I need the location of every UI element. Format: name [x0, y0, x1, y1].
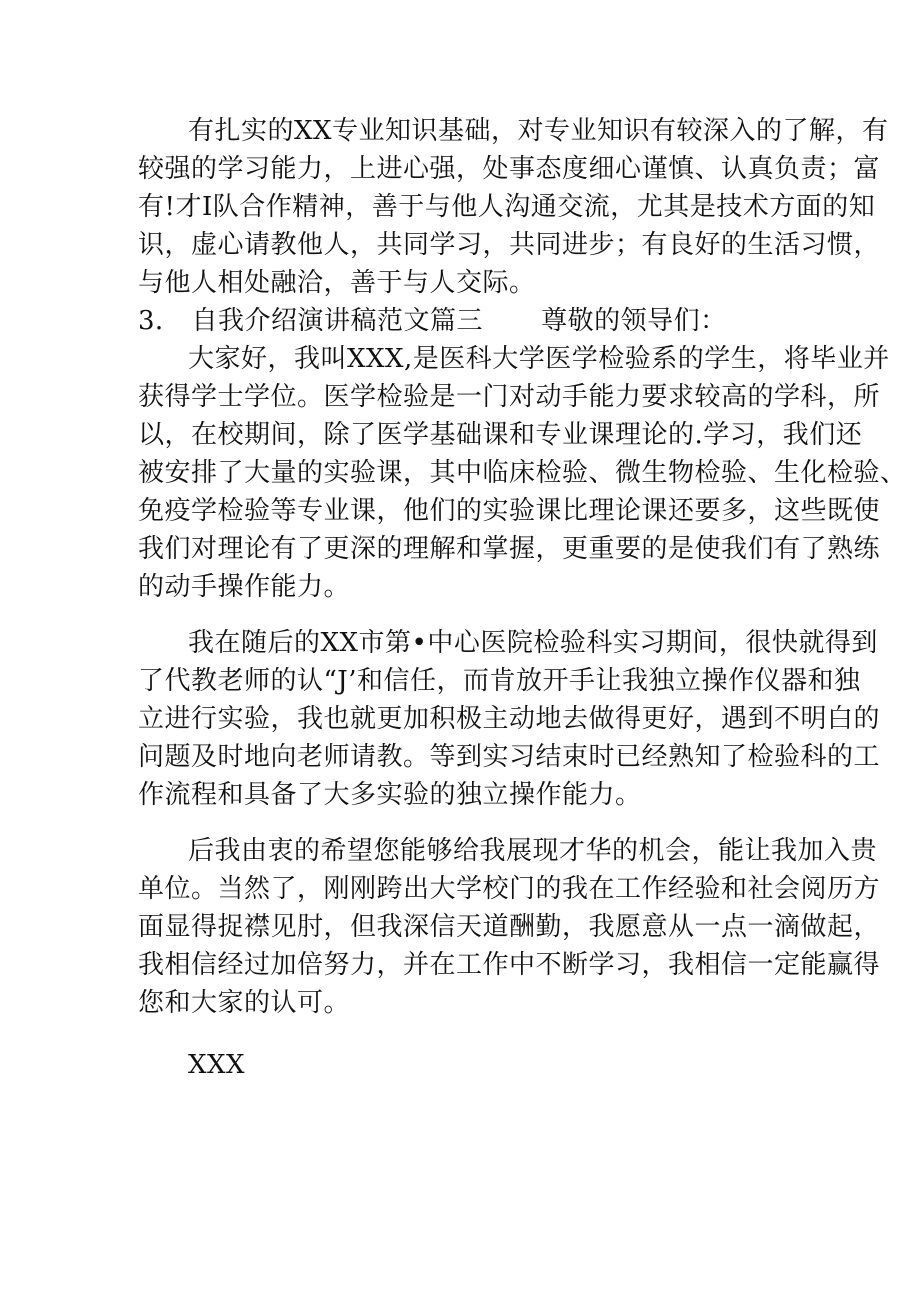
paragraph-line: 我们对理论有了更深的理解和掌握，更重要的是使我们有了熟练	[138, 534, 881, 564]
paragraph-line: 较强的学习能力，上进心强，处事态度细心谨慎、认真负责；富	[138, 154, 881, 184]
paragraph-line: 识，虚心请教他人，共同学习，共同进步；有良好的生活习惯，	[138, 230, 881, 260]
paragraph-line: 被安排了大量的实验课，其中临床检验、微生物检验、生化检验、	[138, 458, 907, 488]
section-number: 3．	[138, 306, 182, 336]
section-title: 自我介绍演讲稿范文篇三	[191, 306, 484, 336]
paragraph-line: 立进行实验，我也就更加积极主动地去做得更好，遇到不明白的	[138, 704, 881, 734]
paragraph-line: 免疫学检验等专业课，他们的实验课比理论课还要多，这些既使	[138, 496, 881, 526]
paragraph-line: 问题及时地向老师请教。等到实习结束时已经熟知了检验科的工	[138, 742, 881, 772]
paragraph-line: 我在随后的XX市第•中心医院检验科实习期间，很快就得到	[188, 628, 878, 658]
paragraph-line: 大家好，我叫XXX,是医科大学医学检验系的学生，将毕业并	[188, 344, 890, 374]
paragraph-line: 获得学士学位。医学检验是一门对动手能力要求较高的学科，所	[138, 382, 881, 412]
paragraph-line: 我相信经过加倍努力，并在工作中不断学习，我相信一定能赢得	[138, 950, 881, 980]
document-body	[138, 112, 907, 1084]
paragraph-introduction	[138, 340, 907, 606]
paragraph-closing	[138, 832, 881, 1022]
salutation: 尊敬的领导们：	[541, 306, 727, 336]
paragraph-line: 与他人相处融洽，善于与人交际。	[138, 268, 536, 298]
section-heading	[138, 302, 788, 340]
paragraph-line: 的动手操作能力。	[138, 572, 351, 602]
paragraph-line: 您和大家的认可。	[138, 988, 351, 1018]
paragraph-internship	[138, 624, 881, 814]
paragraph-line: 以，在校期间，除了医学基础课和专业课理论的.学习，我们还	[138, 420, 863, 450]
paragraph-line: 单位。当然了，刚刚跨出大学校门的我在工作经验和社会阅历方	[138, 874, 881, 904]
paragraph-line: 了代教老师的认“J’和信任，而肯放开手让我独立操作仪器和独	[138, 666, 861, 696]
paragraph-line: 后我由衷的希望您能够给我展现才华的机会，能让我加入贵	[188, 836, 878, 866]
paragraph-line: 作流程和具备了大多实验的独立操作能力。	[138, 780, 642, 810]
paragraph-line: 有扎实的XX专业知识基础，对专业知识有较深入的了解，有	[188, 116, 889, 146]
intro-paragraph	[138, 112, 889, 302]
signature: XXX	[188, 1050, 246, 1080]
paragraph-line: 面显得捉襟见肘，但我深信天道酬勤，我愿意从一点一滴做起，	[138, 912, 881, 942]
paragraph-line: 有!才I队合作精神，善于与他人沟通交流，尤其是技术方面的知	[138, 192, 876, 222]
